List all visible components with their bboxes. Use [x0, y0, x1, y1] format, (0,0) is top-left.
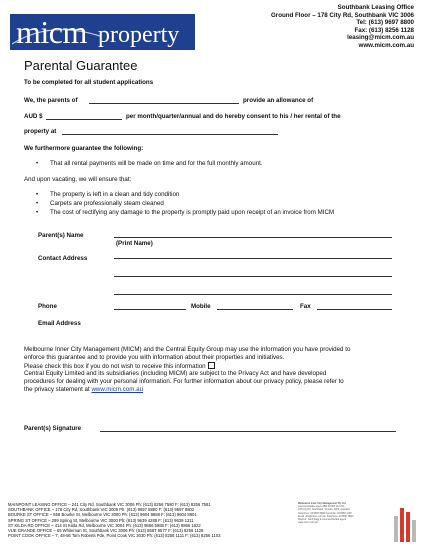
parents-of-label: We, the parents of	[24, 97, 78, 104]
student-name-field[interactable]	[89, 103, 239, 104]
stamp-line: Licensed Estate Agent ABN 49 080 112 223	[298, 505, 345, 509]
vacating-item: The property is left in a clean and tidy condition	[50, 191, 180, 198]
consent-text: per month/quarter/annual and do hereby consent to his / her rental of the	[126, 113, 341, 120]
guarantee-item: That all rental payments will be made on time and for the full monthly amount.	[50, 160, 263, 167]
footer-office-line: POINT COOK OFFICE – 7, 48-56 Tom Roberts Pde, Point Cook VIC 3030 Ph: (613) 8256 1111 F: (613) 8256 1103	[8, 533, 221, 539]
office-address: Ground Floor – 178 City Rd, Southbank VIC 3006	[270, 11, 414, 19]
privacy-line: procedures for dealing with your personal information. For further information about our privacy policy, please refer to	[24, 378, 344, 385]
parents-name-field[interactable]	[114, 237, 392, 238]
email-address-label: Email Address	[38, 320, 81, 327]
property-address-field[interactable]	[62, 134, 278, 135]
intro-text: To be completed for all student applications	[24, 79, 154, 86]
footer-office-line: ST KILDA RD OFFICE – 414 St Kilda Rd, Melbourne VIC 3004 Ph: (613) 9866 5988 F: (613) 9866 1822	[8, 522, 201, 528]
stamp-line: Telephone: 03 9697 8800 Facsimile: 03 8256 1128	[298, 511, 352, 515]
parents-name-label: Parent(s) Name	[38, 232, 84, 239]
footer-office-line: MAINPOINT LEASING OFFICE – 241 City Rd, Southbank VIC 3006 Ph: (613) 8256 7580 F: (613) 8256 7581	[8, 502, 211, 507]
office-web: www.micm.com.au	[358, 41, 414, 49]
micm-property-logo	[10, 14, 195, 50]
phone-field[interactable]	[114, 309, 186, 310]
signature-field[interactable]	[100, 431, 396, 432]
logo-micm-text: micm	[16, 14, 87, 50]
aud-label: AUD $	[24, 113, 43, 120]
allowance-amount-field[interactable]	[46, 119, 122, 120]
privacy-checkbox-text: Please check this box if you do not wish to receive this information	[24, 363, 206, 370]
privacy-statement-row	[24, 386, 143, 394]
stamp-line: Melbourne Inner City Management Pty Ltd	[298, 502, 346, 505]
page-title: Parental Guarantee	[24, 58, 138, 73]
mobile-label: Mobile	[191, 303, 211, 310]
fax-label: Fax	[300, 303, 311, 310]
property-at-label: property at	[24, 128, 57, 135]
office-fax: Fax: (613) 8256 1128	[354, 26, 414, 34]
print-name-label: (Print Name)	[116, 240, 153, 247]
stamp-line: Director: Keith Fagg & Licensed Estate Agent	[298, 518, 346, 522]
office-tel: Tel: (613) 9697 8800	[356, 19, 414, 27]
signature-label: Parent(s) Signature	[24, 425, 82, 432]
company-stamp-text	[298, 502, 386, 546]
privacy-line: Central Equity Limited and its subsidiaries (including MICM) are subject to the Privacy Act and have developed	[24, 370, 327, 377]
mobile-field[interactable]	[217, 309, 293, 310]
contact-address-field-2[interactable]	[114, 276, 392, 277]
fax-field[interactable]	[317, 309, 392, 310]
privacy-opt-out-checkbox[interactable]	[208, 362, 215, 369]
footer-office-list	[8, 502, 221, 538]
office-contact-block	[271, 4, 414, 50]
bullet-icon: •	[36, 200, 39, 207]
contact-address-field-1[interactable]	[114, 258, 392, 259]
guarantee-heading: We furthermore guarantee the following:	[24, 145, 144, 152]
phone-label: Phone	[38, 303, 57, 310]
contact-address-label: Contact Address	[38, 255, 88, 262]
footer-office-line: SOUTHBANK OFFICE – 178 City Rd, Southbank VIC 3006 Ph: (613) 9697 8800 F: (613) 9697 8802	[8, 507, 195, 513]
bullet-icon: •	[36, 160, 39, 167]
privacy-line: Melbourne Inner City Management (MICM) and the Central Equity Group may use the information you have provided to	[24, 346, 351, 353]
footer-office-line: VUE GRANDE OFFICE – 65 Whiteman St, Southbank VIC 3006 Ph: (613) 8687 9577 F: (613) 8256 1128	[8, 528, 204, 534]
contact-address-field-3[interactable]	[114, 294, 392, 295]
vacating-intro: And upon vacating, we will ensure that:	[24, 176, 132, 183]
privacy-statement-text: the privacy statement at	[24, 386, 90, 393]
bullet-icon: •	[36, 209, 39, 216]
footer-office-line: BOURKE ST OFFICE – 668 Bourke St, Melbourne VIC 3000 Ph: (613) 9604 8888 F: (613) 9604 8801	[8, 512, 197, 518]
stamp-line: Email: info@micm.com.au Telephone: 03 9697 8800	[298, 514, 354, 518]
bullet-icon: •	[36, 191, 39, 198]
logo-property-text: property	[98, 22, 180, 48]
office-name: Southbank Leasing Office	[337, 4, 414, 11]
stamp-line: 178 City Rd, Southbank, Victoria, 3006, Australia	[298, 508, 350, 512]
company-emblem-icon	[392, 502, 420, 544]
office-email: leasing@micm.com.au	[347, 34, 414, 42]
vacating-item: The cost of rectifying any damage to the property is promptly paid upon receipt of an invoice from MICM	[50, 209, 335, 216]
stamp-line: www.micm.com.au	[298, 521, 318, 525]
vacating-item: Carpets are professionally steam cleaned	[50, 200, 164, 207]
allowance-label: provide an allowance of	[243, 97, 314, 104]
footer-office-line: SPRING ST OFFICE – 299 Spring St, Melbourne VIC 3000 Ph: (613) 9639 4288 F: (613) 9639 1311	[8, 517, 194, 523]
privacy-line: enforce this guarantee and to provide you with information about their properties and initiatives.	[24, 354, 285, 361]
micm-website-link[interactable]: www.micm.com.au	[91, 386, 144, 393]
